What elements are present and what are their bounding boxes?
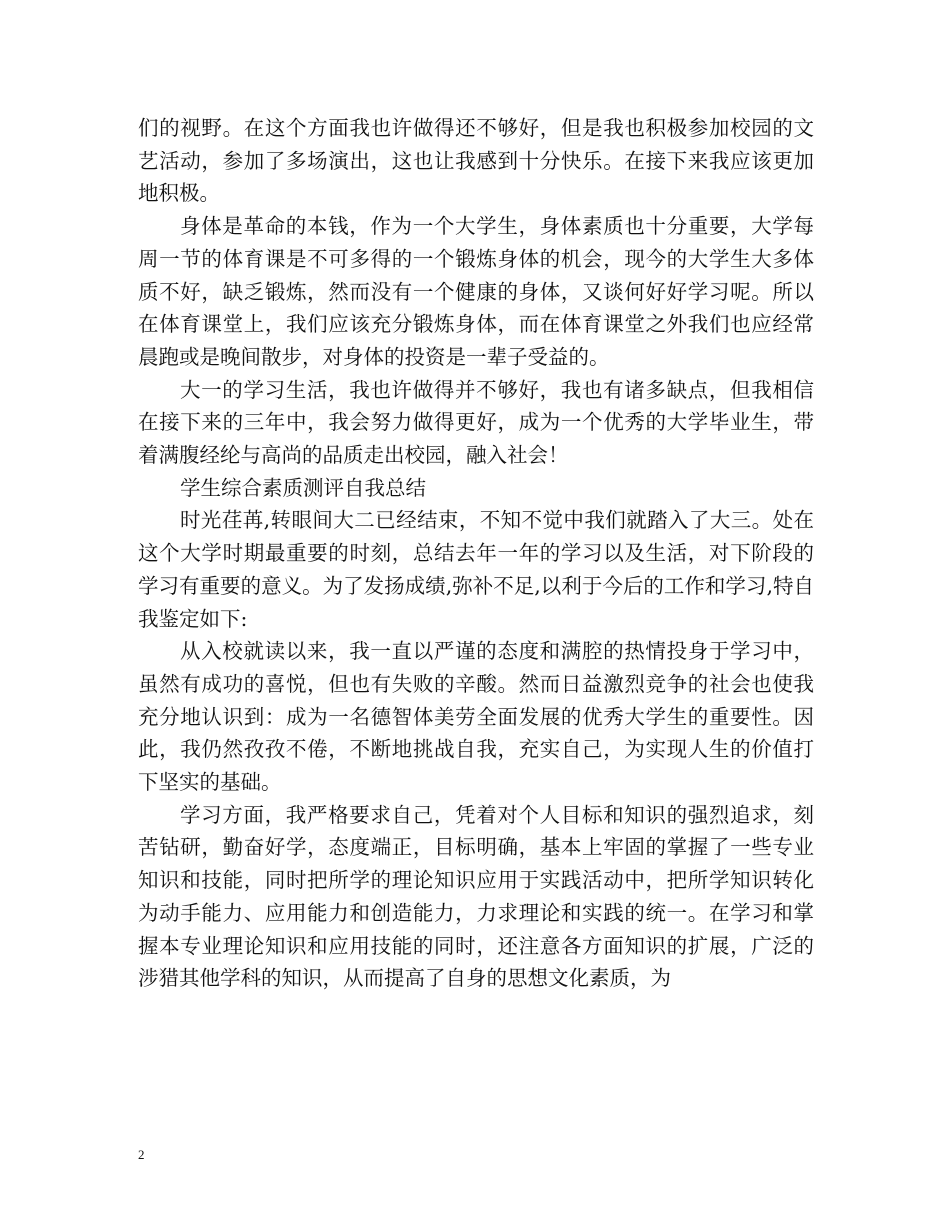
- paragraph: 学习方面，我严格要求自己，凭着对个人目标和知识的强烈追求，刻苦钻研，勤奋好学，态度端正，目标明确，基本上牢固的掌握了一些专业知识和技能，同时把所学的理论知识应用于实践活动中，把所学知识转化为动手能力、应用能力和创造能力，力求理论和实践的统一。在学习和掌握本专业理论知识和应用技能的同时，还注意各方面知识的扩展，广泛的涉猎其他学科的知识，从而提高了自身的思想文化素质，为: [138, 802, 814, 991]
- paragraph: 从入校就读以来，我一直以严谨的态度和满腔的热情投身于学习中，虽然有成功的喜悦，但也有失败的辛酸。然而日益激烈竞争的社会也使我充分地认识到：成为一名德智体美劳全面发展的优秀大学生的重要性。因此，我仍然孜孜不倦，不断地挑战自我，充实自己，为实现人生的价值打下坚实的基础。: [138, 639, 814, 795]
- paragraph: 时光荏苒,转眼间大二已经结束，不知不觉中我们就踏入了大三。处在这个大学时期最重要的时刻，总结去年一年的学习以及生活，对下阶段的学习有重要的意义。为了发扬成绩,弥补不足,以利于今后的工作和学习,特自我鉴定如下:: [138, 508, 814, 631]
- paragraph: 身体是革命的本钱，作为一个大学生，身体素质也十分重要，大学每周一节的体育课是不可多得的一个锻炼身体的机会，现今的大学生大多体质不好，缺乏锻炼，然而没有一个健康的身体，又谈何好好学习呢。所以在体育课堂上，我们应该充分锻炼身体，而在体育课堂之外我们也应经常晨跑或是晚间散步，对身体的投资是一辈子受益的。: [138, 214, 814, 369]
- paragraph: 大一的学习生活，我也许做得并不够好，我也有诸多缺点，但我相信在接下来的三年中，我会努力做得更好，成为一个优秀的大学毕业生，带着满腹经纶与高尚的品质走出校园，融入社会！: [138, 377, 814, 468]
- section-title: 学生综合素质测评自我总结: [180, 475, 426, 500]
- page-number: 2: [138, 1147, 145, 1162]
- body-text: [138, 112, 814, 995]
- paragraph: 们的视野。在这个方面我也许做得还不够好，但是我也积极参加校园的文艺活动，参加了多场演出，这也让我感到十分快乐。在接下来我应该更加地积极。: [138, 116, 814, 206]
